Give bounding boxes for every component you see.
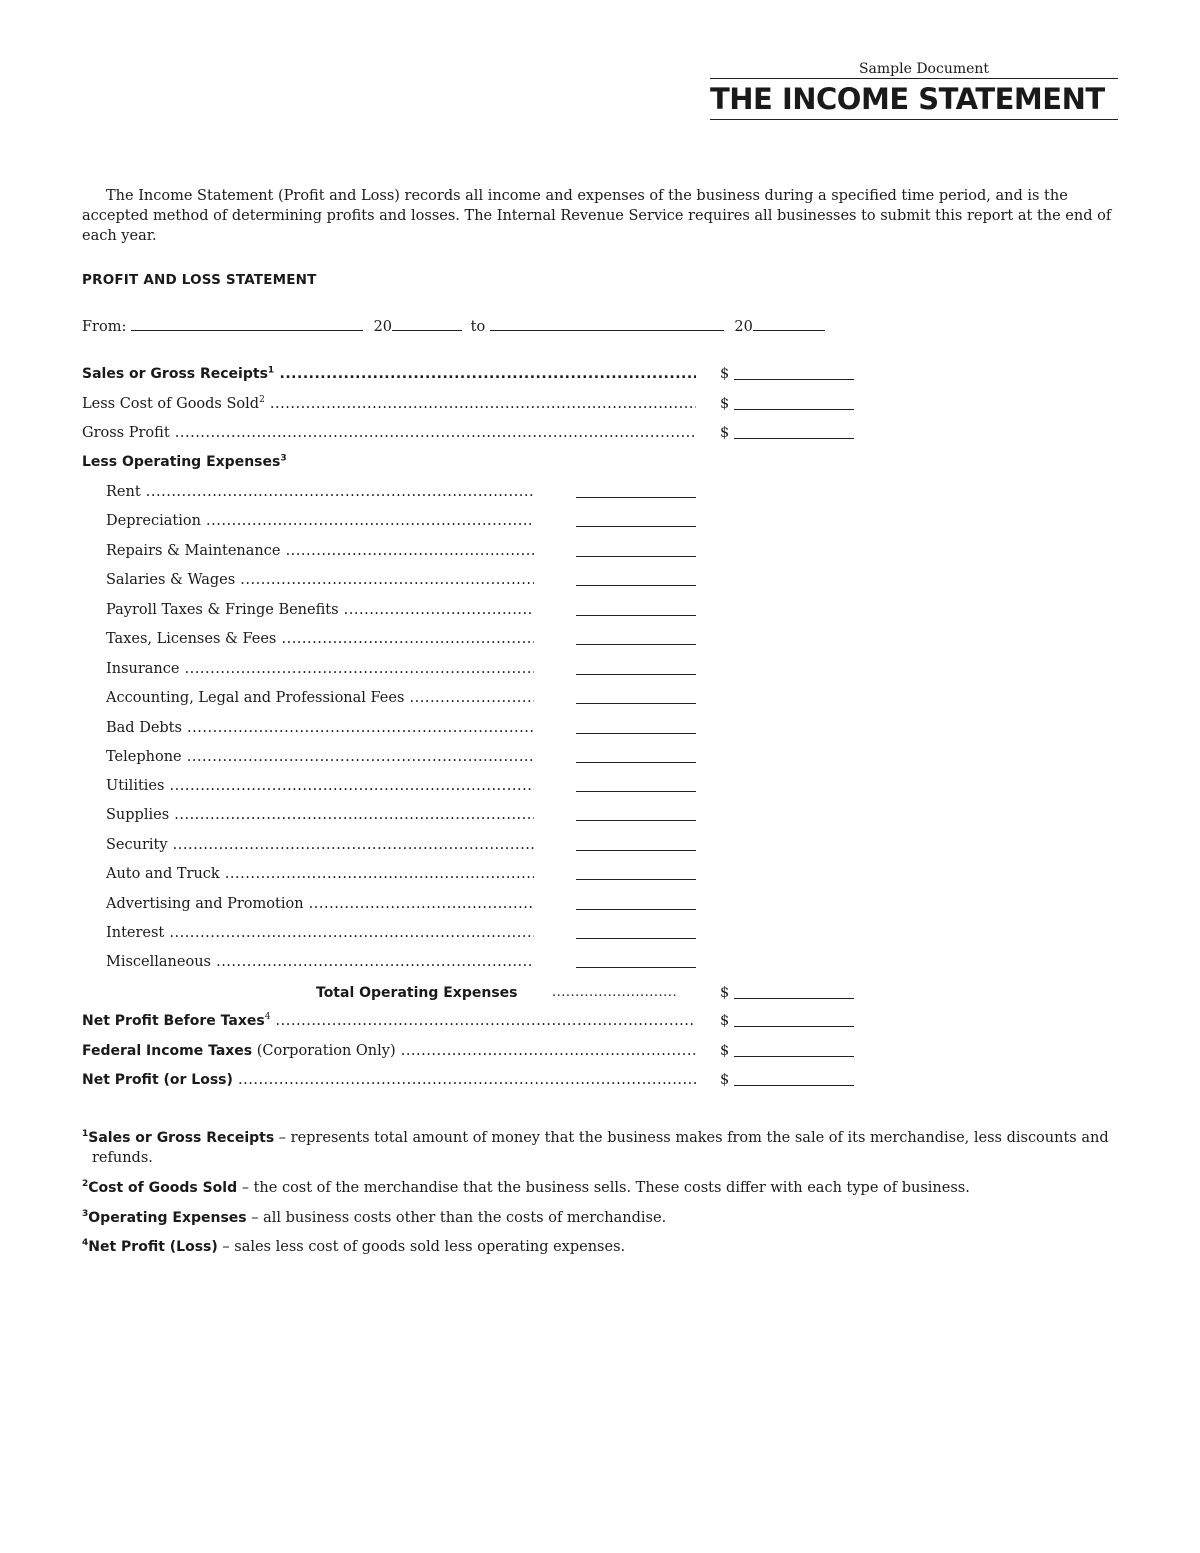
expense-amount-field[interactable] bbox=[576, 879, 696, 880]
expense-amount-field[interactable] bbox=[576, 820, 696, 821]
dollar-sign: $ bbox=[720, 366, 730, 382]
expense-line: Depreciation ..... bbox=[106, 511, 534, 531]
total-opex-label: Total Operating Expenses bbox=[316, 985, 518, 1001]
dollar-sign: $ bbox=[720, 396, 730, 412]
net-profit-before-taxes-line: Net Profit Before Taxes$^4$ ..... $ bbox=[82, 1011, 696, 1031]
gross-profit-amount-field[interactable] bbox=[734, 438, 854, 439]
cogs-line: Less Cost of Goods Sold$^2$ ..... $ bbox=[82, 394, 696, 414]
expense-line: Rent ..... bbox=[106, 482, 534, 502]
expense-line: Miscellaneous ..... bbox=[106, 952, 534, 972]
expense-line: Bad Debts ..... bbox=[106, 718, 534, 738]
expense-line: Advertising and Promotion ..... bbox=[106, 894, 534, 914]
expense-line: Auto and Truck ..... bbox=[106, 864, 534, 884]
document-header bbox=[710, 60, 1118, 120]
expense-amount-field[interactable] bbox=[576, 615, 696, 616]
from-year-prefix: 20 bbox=[373, 319, 393, 335]
expense-line: Payroll Taxes & Fringe Benefits ..... bbox=[106, 600, 534, 620]
expense-line: Accounting, Legal and Professional Fees ..... bbox=[106, 688, 534, 708]
federal-income-taxes-field[interactable] bbox=[734, 1056, 854, 1057]
expense-line: Telephone ..... bbox=[106, 747, 534, 767]
from-date-field[interactable] bbox=[131, 316, 363, 331]
total-opex-amount-field[interactable] bbox=[734, 998, 854, 999]
dollar-sign: $ bbox=[720, 1013, 730, 1029]
footnote: $^2$Cost of Goods Sold – the cost of the merchandise that the business sells. These costs differ with each type of business. bbox=[82, 1179, 970, 1196]
dollar-sign: $ bbox=[720, 985, 730, 1001]
from-label: From: bbox=[82, 319, 127, 335]
expense-amount-field[interactable] bbox=[576, 967, 696, 968]
expense-line: Taxes, Licenses & Fees ..... bbox=[106, 629, 534, 649]
expense-amount-field[interactable] bbox=[576, 850, 696, 851]
gross-profit-line: Gross Profit ..... $ bbox=[82, 423, 696, 443]
federal-income-taxes-line: Federal Income Taxes (Corporation Only) ..... $ bbox=[82, 1041, 696, 1061]
expense-amount-field[interactable] bbox=[576, 733, 696, 734]
net-profit-line: Net Profit (or Loss) ..... $ bbox=[82, 1070, 696, 1090]
net-profit-before-taxes-field[interactable] bbox=[734, 1026, 854, 1027]
expense-amount-field[interactable] bbox=[576, 556, 696, 557]
to-year-field[interactable] bbox=[753, 316, 825, 331]
expense-amount-field[interactable] bbox=[576, 674, 696, 675]
section-title: PROFIT AND LOSS STATEMENT bbox=[82, 272, 317, 288]
expense-line: Repairs & Maintenance ..... bbox=[106, 541, 534, 561]
to-label: to bbox=[470, 319, 486, 335]
to-date-field[interactable] bbox=[490, 316, 724, 331]
total-opex-line: Total Operating Expenses ........................... bbox=[316, 985, 678, 1001]
expense-amount-field[interactable] bbox=[576, 497, 696, 498]
from-year-field[interactable] bbox=[392, 316, 462, 331]
expense-line: Insurance ..... bbox=[106, 659, 534, 679]
expense-amount-field[interactable] bbox=[576, 938, 696, 939]
expense-line: Security ..... bbox=[106, 835, 534, 855]
footnote: $^4$Net Profit (Loss) – sales less cost of goods sold less operating expenses. bbox=[82, 1238, 626, 1255]
dollar-sign: $ bbox=[720, 1043, 730, 1059]
footnote: $^3$Operating Expenses – all business costs other than the costs of merchandise. bbox=[82, 1209, 667, 1226]
period-row bbox=[82, 316, 825, 335]
expense-amount-field[interactable] bbox=[576, 909, 696, 910]
sales-amount-field[interactable] bbox=[734, 379, 854, 380]
dollar-sign: $ bbox=[720, 1072, 730, 1088]
expense-amount-field[interactable] bbox=[576, 791, 696, 792]
expense-amount-field[interactable] bbox=[576, 644, 696, 645]
intro-paragraph: The Income Statement (Profit and Loss) records all income and expenses of the business during a specified time period, and is the accepted method of determining profits and losses. The Internal Revenue Service requires all businesses to submit this report at the end of each year. bbox=[82, 188, 1112, 244]
expense-line: Supplies ..... bbox=[106, 805, 534, 825]
expense-line: Salaries & Wages ..... bbox=[106, 570, 534, 590]
page-title: THE INCOME STATEMENT bbox=[710, 79, 1118, 120]
expense-line: Utilities ..... bbox=[106, 776, 534, 796]
opex-heading: Less Operating Expenses$^3$ bbox=[82, 453, 287, 470]
expense-amount-field[interactable] bbox=[576, 703, 696, 704]
footnote: $^1$Sales or Gross Receipts – represents total amount of money that the business makes from the sale of its merchandise, less discounts and refunds. bbox=[82, 1129, 1109, 1166]
expense-amount-field[interactable] bbox=[576, 526, 696, 527]
sales-line: Sales or Gross Receipts$^1$ ..... $ bbox=[82, 364, 696, 384]
net-profit-field[interactable] bbox=[734, 1085, 854, 1086]
expense-line: Interest ..... bbox=[106, 923, 534, 943]
to-year-prefix: 20 bbox=[734, 319, 753, 335]
document-subtitle: Sample Document bbox=[858, 61, 990, 77]
dollar-sign: $ bbox=[720, 425, 730, 441]
expense-amount-field[interactable] bbox=[576, 762, 696, 763]
cogs-amount-field[interactable] bbox=[734, 409, 854, 410]
expense-amount-field[interactable] bbox=[576, 585, 696, 586]
